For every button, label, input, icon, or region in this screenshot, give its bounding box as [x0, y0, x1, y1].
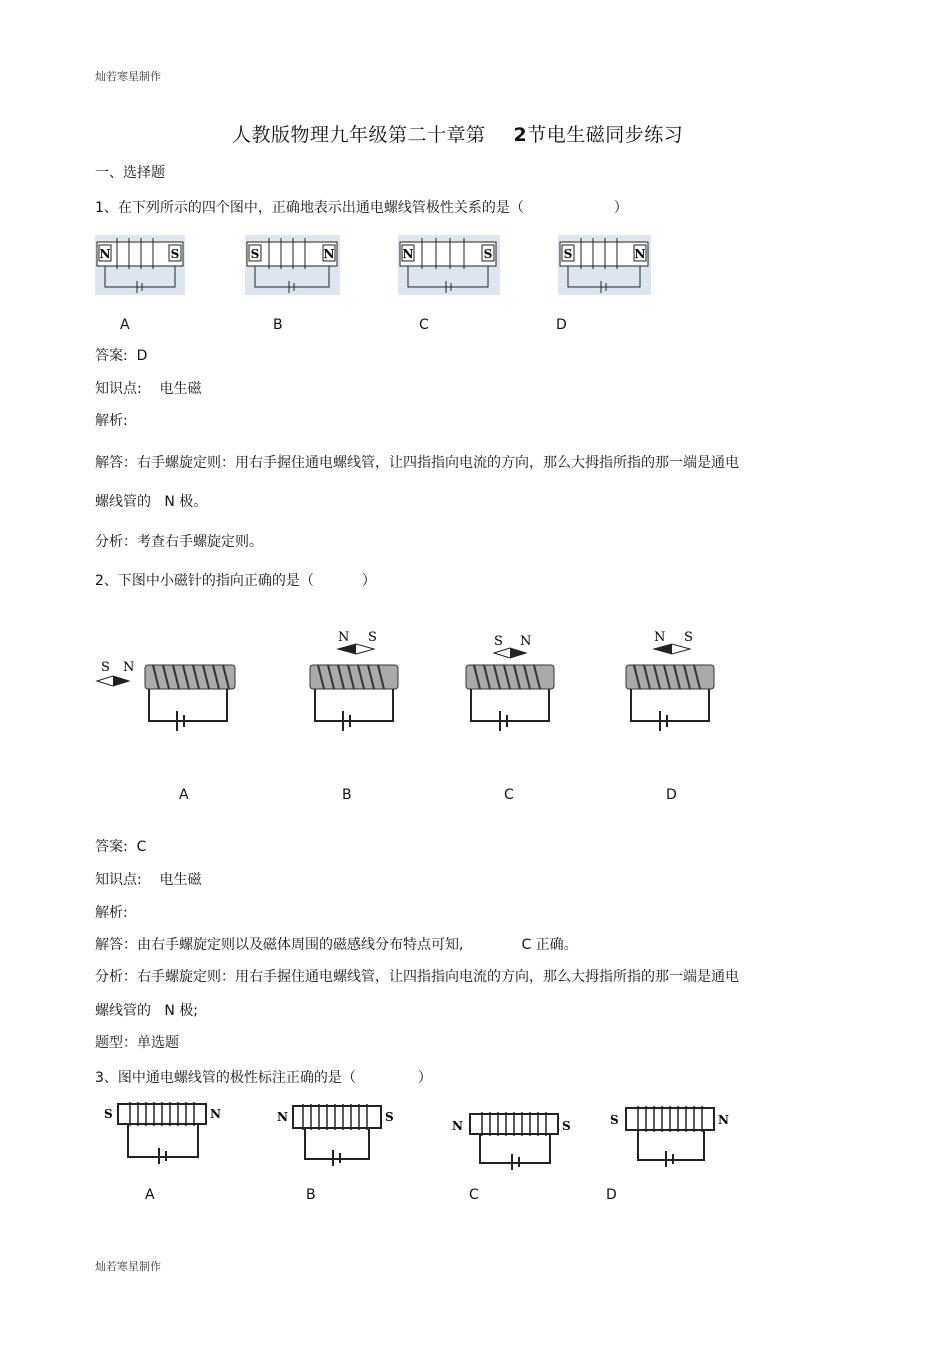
q3-option-a: A [145, 1187, 155, 1203]
q2c-needle-right: N [520, 634, 532, 649]
q3c-right-pole: S [562, 1119, 571, 1133]
q1-solution-line1: 解答：右手螺旋定则：用右手握住通电螺线管，让四指指向电流的方向，那么大拇指所指的那一端是通电 [95, 455, 739, 471]
title-rest: 节电生磁同步练习 [527, 124, 684, 146]
q2-knowledge-point [95, 869, 202, 889]
q2-figure-d [624, 628, 719, 735]
q1-knowledge-point [95, 378, 202, 398]
q2a-needle-right: N [123, 660, 135, 675]
q2a-needle-left: S [101, 660, 110, 675]
q1a-right-pole: S [170, 247, 180, 261]
q2-stem-close: ） [361, 573, 376, 589]
q2-option-b: B [342, 787, 352, 803]
q2-analysis-label: 解析: [95, 905, 128, 921]
title-main: 人教版物理九年级第二十章第 [232, 124, 486, 146]
page-title [232, 120, 683, 147]
q2-solution [95, 934, 578, 954]
q1c-right-pole: S [483, 247, 493, 261]
q1-solution-line2 [95, 491, 207, 511]
q1d-right-pole: N [634, 247, 646, 261]
q1d-left-pole: S [563, 247, 573, 261]
q2-analysis-line2 [95, 1000, 198, 1020]
q1-analysis-label: 解析: [95, 413, 128, 429]
q3a-right-pole: N [210, 1107, 221, 1121]
page-header: 灿若寒星制作 [95, 70, 161, 83]
q2-figure-b [308, 628, 403, 735]
q3-figure-a [100, 1100, 225, 1165]
q1b-right-pole: N [323, 247, 335, 261]
q2-figure-a [95, 655, 240, 735]
q2-stem-text: 2、下图中小磁针的指向正确的是（ [95, 573, 314, 589]
q2-stem [95, 570, 376, 590]
q1-answer [95, 345, 147, 365]
q1c-left-pole: N [402, 247, 414, 261]
q1-stem-text: 1、在下列所示的四个图中，正确地表示出通电螺线管极性关系的是（ [95, 200, 524, 216]
q2d-needle-right: S [684, 630, 693, 645]
q1b-left-pole: S [250, 247, 260, 261]
q3b-right-pole: S [385, 1110, 394, 1124]
q2b-needle-left: N [338, 630, 350, 645]
q3d-left-pole: S [610, 1113, 619, 1127]
q2-question-type: 题型：单选题 [95, 1035, 179, 1051]
title-number: 2 [513, 124, 528, 146]
q1-solution-line2-b: N 极。 [164, 494, 208, 510]
q1-figure-b [245, 235, 340, 295]
q2-option-a: A [179, 787, 189, 803]
q2-answer-value: C [136, 839, 147, 855]
q3-stem-close: ） [417, 1070, 432, 1086]
q3-stem [95, 1067, 432, 1087]
q3-figure-c [450, 1108, 575, 1172]
q3-figure-d [608, 1103, 733, 1168]
q2-answer [95, 836, 146, 856]
q1-figure-a [95, 235, 185, 295]
q1-option-a: A [120, 317, 130, 333]
q2-analysis-line2-b: N 极; [164, 1003, 198, 1019]
q2-analysis-line2-a: 螺线管的 [95, 1003, 151, 1019]
q1-option-b: B [273, 317, 283, 333]
q3-option-b: B [306, 1187, 316, 1203]
q2-option-c: C [504, 787, 514, 803]
q2b-needle-right: S [368, 630, 377, 645]
q2d-needle-left: N [654, 630, 666, 645]
q3d-right-pole: N [718, 1113, 729, 1127]
q2c-needle-left: S [494, 634, 503, 649]
q2-solution-a: 解答：由右手螺旋定则以及磁体周围的磁感线分布特点可知, [95, 937, 464, 953]
q1-answer-value: D [136, 348, 148, 364]
q3c-left-pole: N [452, 1119, 463, 1133]
q1a-left-pole: N [99, 247, 111, 261]
q3-option-c: C [469, 1187, 479, 1203]
q2-solution-b: C 正确。 [521, 937, 578, 953]
q1-analysis: 分析：考查右手螺旋定则。 [95, 534, 263, 550]
q1-option-c: C [419, 317, 429, 333]
q1-figure-c [398, 235, 500, 295]
q2-figure-c [464, 630, 559, 735]
q1-stem [95, 197, 628, 217]
q3a-left-pole: S [104, 1107, 113, 1121]
q1-figure-d [558, 235, 651, 295]
q3-option-d: D [606, 1187, 617, 1203]
q2-kp-label: 知识点: [95, 872, 142, 888]
q3-figure-b [275, 1102, 397, 1167]
q2-analysis-line1: 分析：右手螺旋定则：用右手握住通电螺线管，让四指指向电流的方向，那么大拇指所指的那一端是通电 [95, 969, 739, 985]
q3b-left-pole: N [277, 1110, 288, 1124]
q3-stem-text: 3、图中通电螺线管的极性标注正确的是（ [95, 1070, 356, 1086]
q1-answer-label: 答案: [95, 348, 128, 364]
q1-option-d: D [556, 317, 567, 333]
page-footer: 灿若寒星制作 [95, 1260, 161, 1273]
q1-kp-value: 电生磁 [159, 381, 202, 397]
q1-solution-line2-a: 螺线管的 [95, 494, 151, 510]
q2-answer-label: 答案: [95, 839, 128, 855]
q1-kp-label: 知识点: [95, 381, 142, 397]
section-heading: 一、选择题 [95, 165, 165, 181]
q1-stem-close: ） [613, 200, 628, 216]
q2-kp-value: 电生磁 [159, 872, 202, 888]
q2-option-d: D [666, 787, 677, 803]
